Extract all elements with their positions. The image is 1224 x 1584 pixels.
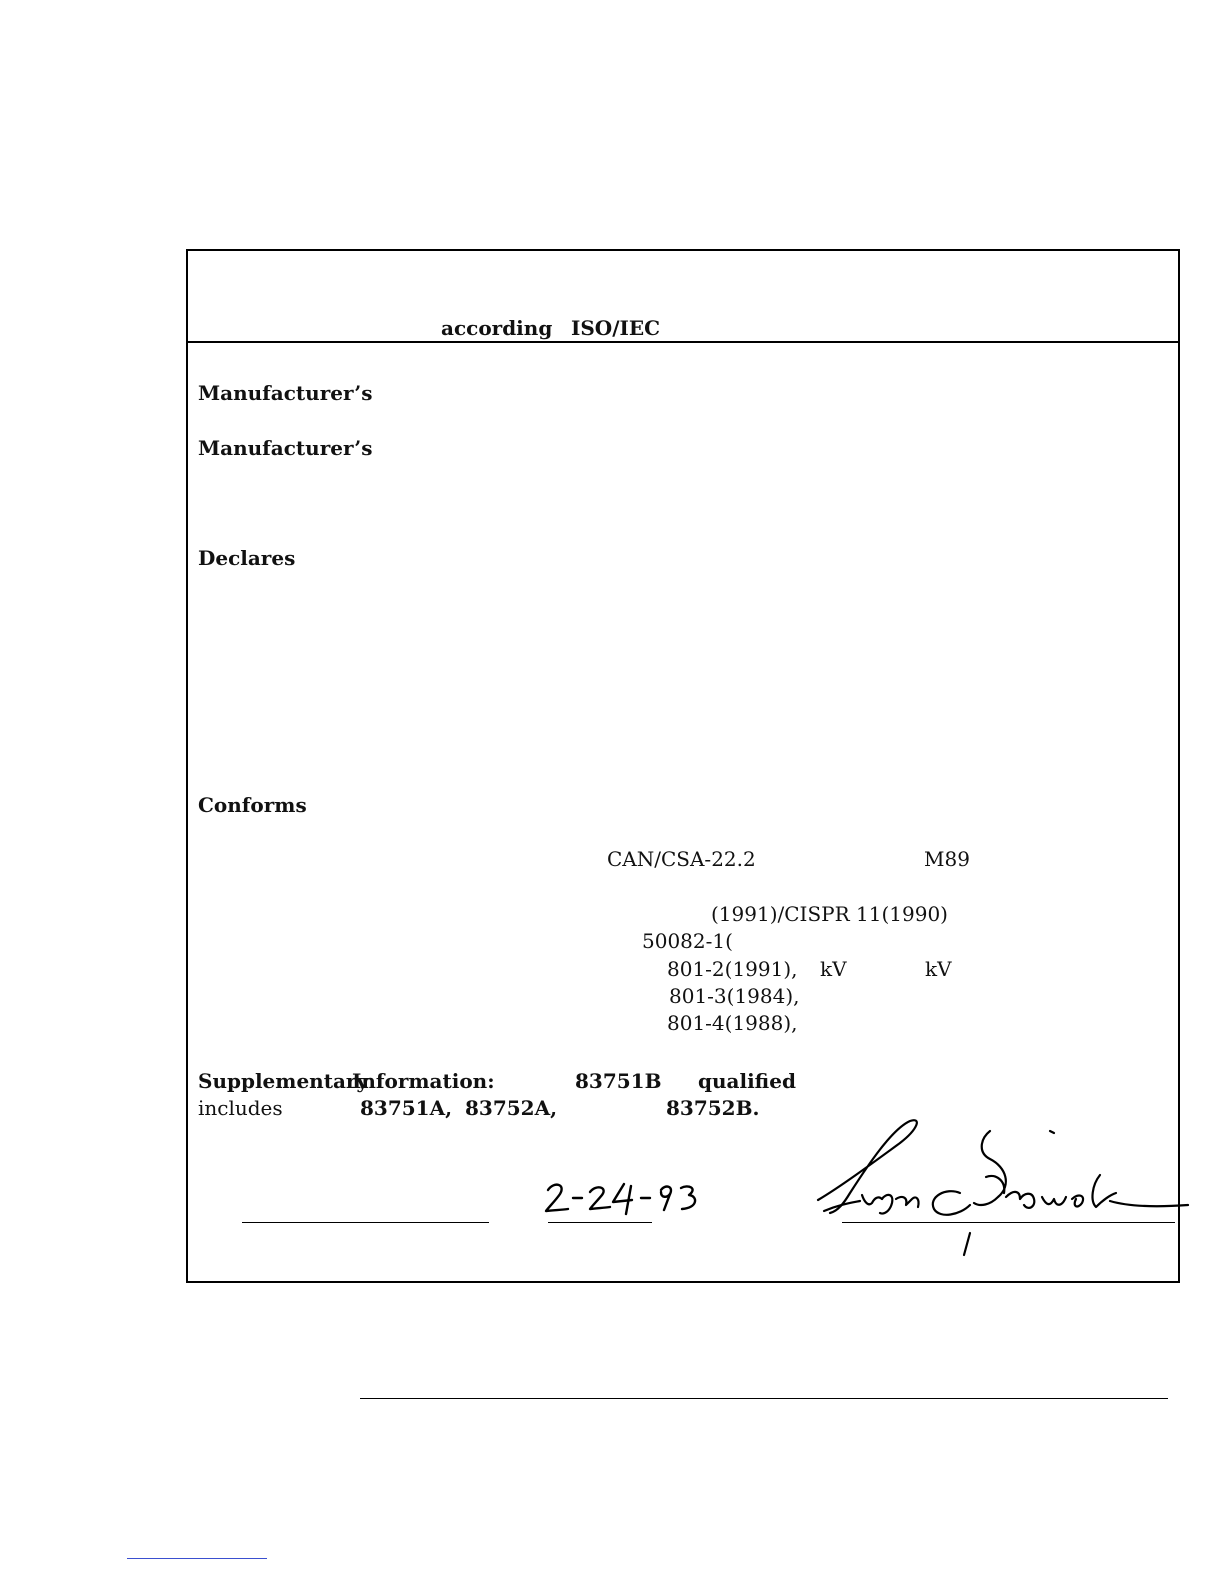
supplementary-includes: includes [198, 1096, 283, 1120]
standard-csa: CAN/CSA-22.2 [607, 847, 756, 871]
supplementary-info: Information: [352, 1069, 495, 1093]
supplementary-model-3: 83752B. [666, 1096, 760, 1120]
header-according: according [441, 316, 553, 340]
conforms-label: Conforms [198, 793, 307, 817]
standard-kv-1: kV [820, 957, 847, 981]
handwritten-date [540, 1178, 710, 1222]
supplementary-label: Supplementary [198, 1069, 369, 1093]
standard-cispr: (1991)/CISPR 11(1990) [711, 902, 948, 926]
supplementary-model-b: 83751B [575, 1069, 662, 1093]
standard-en50082: 50082-1( [642, 929, 733, 953]
place-line [242, 1222, 489, 1223]
declares-label: Declares [198, 546, 296, 570]
header-divider [186, 341, 1180, 343]
manufacturer-address-label: Manufacturer’s [198, 436, 373, 460]
supplementary-qualified: qualified [698, 1069, 796, 1093]
supplementary-model-1: 83751A, [360, 1096, 453, 1120]
footer-link-underline [127, 1558, 267, 1559]
signature-graphic [810, 1115, 1190, 1260]
standard-iec801-3: 801-3(1984), [669, 984, 800, 1008]
standard-iec801-2: 801-2(1991), [667, 957, 798, 981]
standard-m89: M89 [924, 847, 970, 871]
date-line [548, 1222, 652, 1223]
footer-divider [360, 1398, 1168, 1399]
manufacturer-name-label: Manufacturer’s [198, 381, 373, 405]
header-standard: ISO/IEC [571, 316, 661, 340]
standard-iec801-4: 801-4(1988), [667, 1011, 798, 1035]
standard-kv-2: kV [925, 957, 952, 981]
supplementary-model-2: 83752A, [465, 1096, 558, 1120]
